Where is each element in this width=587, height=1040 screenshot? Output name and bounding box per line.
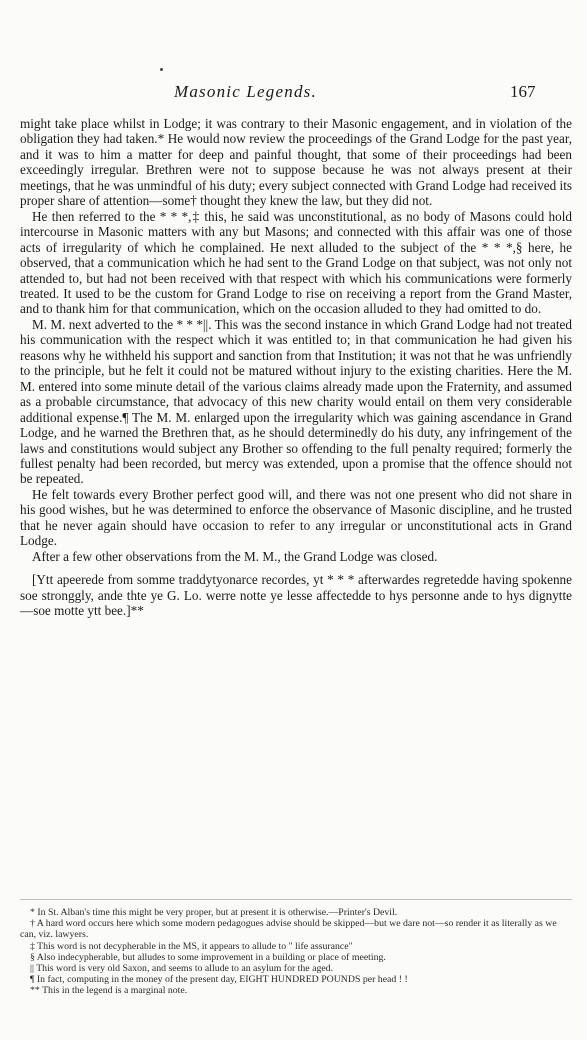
paragraph: might take place whilst in Lodge; it was contrary to their Masonic engagement, and in violation of the obligation they had taken.* He would now review the proceedings of the Grand Lodge for the past year, and it was to him a matter for deep and painful thought, that some of their proceedings had been exceedingly irregular. Brethren were not to suppose because he was not always present at their meetings, that he was unmindful of his duty; every subject connected with Grand Lodge had received its proper share of attention—some† thought they knew the law, but they did not.: [20, 116, 572, 209]
running-title: Masonic Legends.: [174, 82, 317, 101]
footnote: ¶ In fact, computing in the money of the present day, EIGHT HUNDRED POUNDS per head ! !: [30, 974, 408, 986]
footnote: ‡ This word is not decypherable in the MS, it appears to allude to " life assurance": [30, 940, 353, 952]
footnote: * In St. Alban's time this might be very proper, but at present it is otherwise.—Printer's Devil.: [30, 907, 398, 918]
footnote: † A hard word occurs here which some modern pedagogues advise should be skipped—but we dare not—so render it as literally as we can, viz. lawyers.: [20, 918, 557, 941]
footnote-divider: [20, 899, 572, 900]
archaic-note-paragraph: [Ytt apeerede from somme traddytyonarce recordes, yt * * * afterwardes regretedde having spokenne soe stronggly, ande thte ye G. Lo. werre notte ye lesse affectedde to hys personne ande to hys dignytte—soe motte ytt bee.]**: [20, 572, 572, 619]
footnote: || This word is very old Saxon, and seems to allude to an asylum for the aged.: [30, 963, 334, 975]
paragraph: He then referred to the * * *,‡ this, he said was unconstitutional, as no body of Masons could hold intercourse in Masonic matters with any but Masons; and connected with this affair was one of those acts of irregularity of which he complained. He next alluded to the subject of the * * *,§ here, he observed, that a communication which he had sent to the Grand Lodge on that subject, was not only not attended to, but had not been received with that respect with which his communications were formerly treated. It used to be the custom for Grand Lodge to rise on receiving a report from the Grand Master, and to thank him for that communication, which on the occasion alluded to they had omitted to do.: [20, 208, 572, 317]
body-text: [20, 116, 572, 619]
page-number: 167: [510, 82, 536, 101]
footnotes: [20, 907, 572, 997]
paragraph: M. M. next adverted to the * * *||. This was the second instance in which Grand Lodge had not treated his communication with the respect which it was entitled to; in that communication he had given his reasons why he withheld his support and sanction from that Institution; it was not that he was unfriendly to the principle, but he felt it could not be matured without injury to the existing charities. Here the M. M. entered into some minute detail of the various claims already made upon the Fraternity, and assumed as a probable circumstance, that advocacy of this new charity would entail on them very considerable additional expense.¶ The M. M. enlarged upon the irregularity which was gaining ascendance in Grand Lodge, and he warned the Brethren that, as he should determinedly do his duty, any infringement of the laws and constitutions would subject any Brother so offending to the full penalty required; formerly the fullest penalty had been recorded, but mercy was extended, upon a promise that the offence should not be repeated.: [20, 316, 572, 487]
page-header: [0, 82, 587, 106]
paragraph: He felt towards every Brother perfect good will, and there was not one present who did not share in his good wishes, but he was determined to enforce the observance of Masonic discipline, and he trusted that he never again should have occasion to refer to any irregular or unconstitutional acts in Grand Lodge.: [20, 486, 572, 549]
footnote: ** This in the legend is a marginal note.: [30, 985, 188, 997]
footnote: § Also indecypherable, but alludes to some improvement in a building or place of meeting.: [30, 951, 386, 963]
paragraph: After a few other observations from the M. M., the Grand Lodge was closed.: [32, 548, 438, 564]
printer-dot: [160, 68, 163, 71]
